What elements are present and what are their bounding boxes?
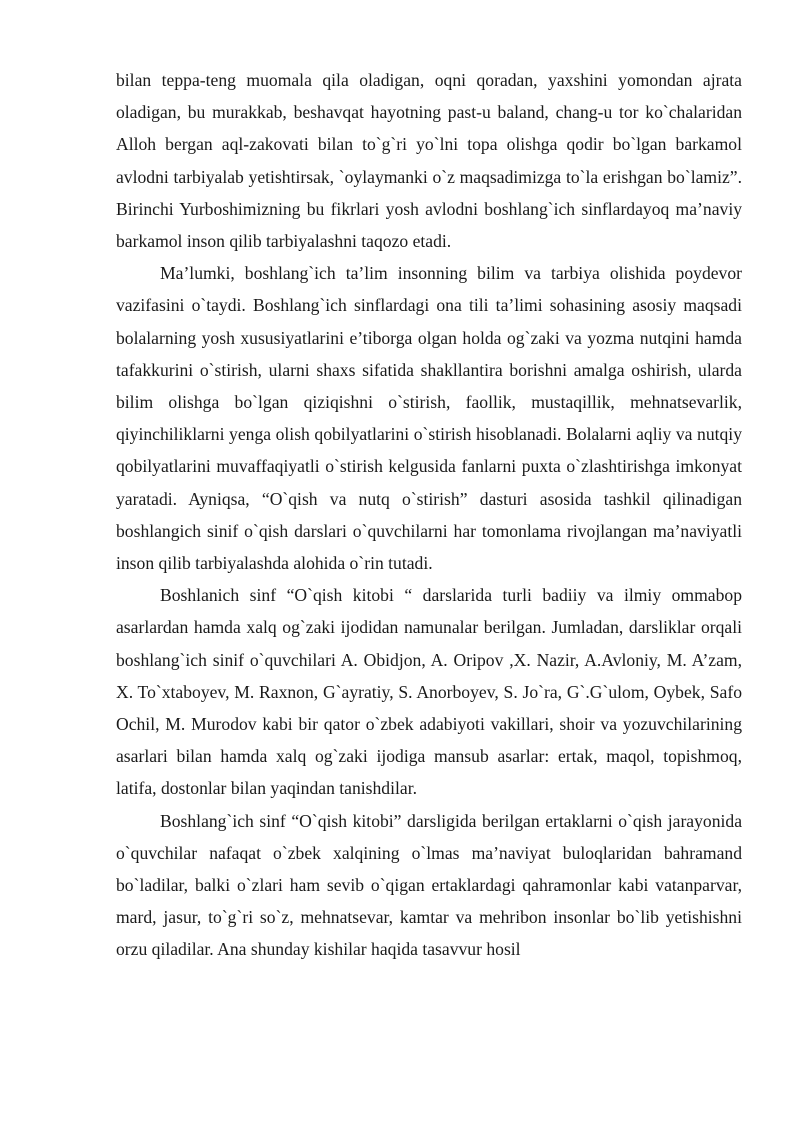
paragraph-fairy-tales: Boshlang`ich sinf “O`qish kitobi” darsligida berilgan ertaklarni o`qish jarayonida o`quvchilar nafaqat o`zbek xalqining o`lmas ma’naviyat buloqlaridan bahramand bo`ladilar, balki o`zlari ham sevib o`qigan ertaklardagi qahramonlar kabi vatanparvar, mard, jasur, to`g`ri so`z, mehnatsevar, kamtar va mehribon insonlar bo`lib yetishishni orzu qiladilar. Ana shunday kishilar haqida tasavvur hosil — [116, 810, 742, 960]
paragraph-continuation: bilan teppa-teng muomala qila oladigan, oqni qoradan, yaxshini yomondan ajrata oladigan, bu murakkab, beshavqat hayotning past-u baland, chang-u tor ko`chalaridan Alloh bergan aql-zakovati bilan to`g`ri yo`lni topa olishga qodir bo`lgan barkamol avlodni tarbiyalab yetishtirsak, `oylaymanki o`z maqsadimizga to`la erishgan bo`lamiz”. Birinchi Yurboshimizning bu fikrlari yosh avlodni boshlang`ich sinflardayoq ma’naviy barkamol inson qilib tarbiyalashni taqozo etadi. — [116, 70, 742, 252]
paragraph-primary-education: Ma’lumki, boshlang`ich ta’lim insonning bilim va tarbiya olishida poydevor vazifasini o`taydi. Boshlang`ich sinflardagi ona tili ta’limi sohasining asosiy maqsadi bolalarning yosh xususiyatlarini e’tiborga olgan holda og`zaki va yozma nutqini hamda tafakkurini o`stirish, ularni shaxs sifatida shakllantira borishni amalga oshirish, ularda bilim olishga bo`lgan qiziqishni o`stirish, faollik, mustaqillik, mehnatsevarlik, qiyinchiliklarni yenga olish qobilyatlarini o`stirish hisoblanadi. Bolalarni aqliy va nutqiy qobilyatlarini muvaffaqiyatli o`stirish kelgusida fanlarni puxta o`zlashtirishga imkonyat yaratadi. Ayniqsa, “O`qish va nutq o`stirish” dasturi asosida tashkil qilinadigan boshlangich sinif o`qish darslari o`quvchilarni har tomonlama rivojlangan ma’naviyatli inson qilib tarbiyalashda alohida o`rin tutadi. — [116, 263, 742, 574]
paragraph-reading-book: Boshlanich sinf “O`qish kitobi “ darslarida turli badiiy va ilmiy ommabop asarlardan hamda xalq og`zaki ijodidan namunalar berilgan. Jumladan, darsliklar orqali boshlang`ich sinif o`quvchilari A. Obidjon, A. Oripov ,X. Nazir, A.Avloniy, M. A’zam, X. To`xtaboyev, M. Raxnon, G`ayratiy, S. Anorboyev, S. Jo`ra, G`.G`ulom, Oybek, Safo Ochil, M. Murodov kabi bir qator o`zbek adabiyoti vakillari, shoir va yozuvchilarining asarlari bilan hamda xalq og`zaki ijodiga mansub asarlar: ertak, maqol, topishmoq, latifa, dostonlar bilan yaqindan tanishdilar. — [116, 585, 742, 799]
document-page — [116, 64, 742, 966]
